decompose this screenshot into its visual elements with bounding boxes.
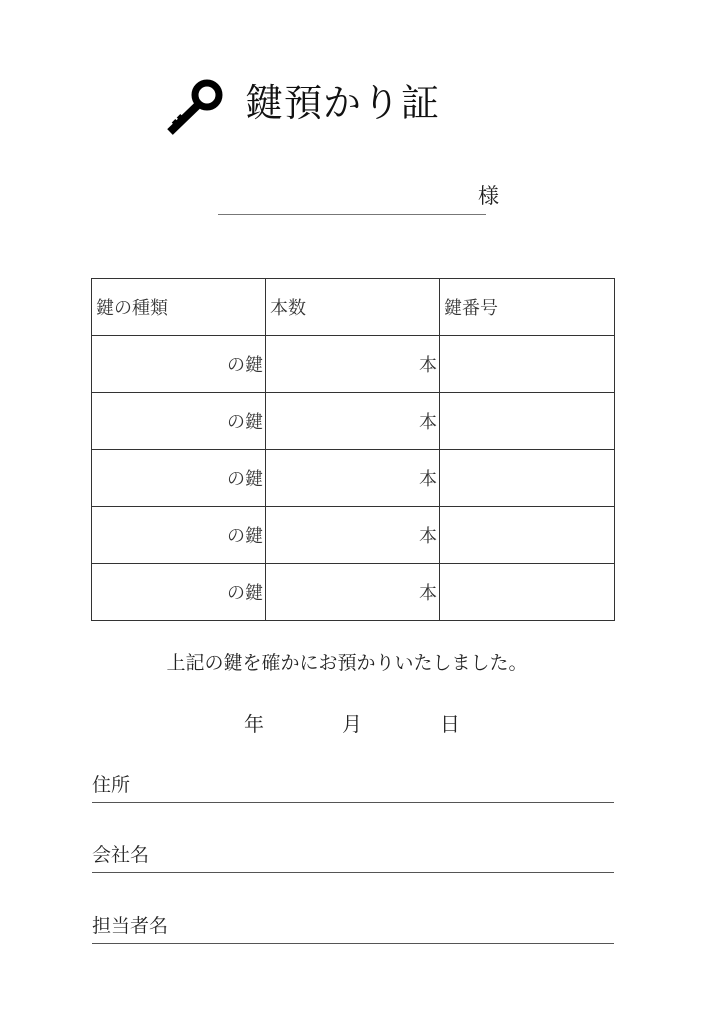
key-table bbox=[91, 278, 615, 621]
table-row bbox=[92, 450, 615, 507]
person-in-charge-field[interactable] bbox=[92, 913, 614, 944]
key-type-cell[interactable]: の鍵 bbox=[92, 450, 266, 507]
address-label: 住所 bbox=[92, 774, 131, 796]
address-field[interactable] bbox=[92, 772, 614, 803]
key-number-cell[interactable] bbox=[440, 336, 615, 393]
header-key-type: 鍵の種類 bbox=[92, 279, 266, 336]
table-row bbox=[92, 507, 615, 564]
company-field[interactable] bbox=[92, 842, 614, 873]
count-cell[interactable]: 本 bbox=[266, 393, 440, 450]
table-row bbox=[92, 393, 615, 450]
header-count: 本数 bbox=[266, 279, 440, 336]
key-type-cell[interactable]: の鍵 bbox=[92, 507, 266, 564]
key-number-cell[interactable] bbox=[440, 450, 615, 507]
count-cell[interactable]: 本 bbox=[266, 450, 440, 507]
count-cell[interactable]: 本 bbox=[266, 507, 440, 564]
page-title: 鍵預かり証 bbox=[245, 81, 441, 125]
date-day-label: 日 bbox=[440, 712, 460, 736]
key-type-cell[interactable]: の鍵 bbox=[92, 564, 266, 621]
person-label: 担当者名 bbox=[92, 915, 169, 937]
table-row bbox=[92, 336, 615, 393]
key-number-cell[interactable] bbox=[440, 507, 615, 564]
date-year-label: 年 bbox=[244, 712, 264, 736]
key-number-cell[interactable] bbox=[440, 393, 615, 450]
count-cell[interactable]: 本 bbox=[266, 336, 440, 393]
date-month-label: 月 bbox=[342, 712, 362, 736]
receipt-statement: 上記の鍵を確かにお預かりいたしました。 bbox=[166, 652, 528, 674]
recipient-name-field[interactable] bbox=[218, 214, 486, 215]
key-type-cell[interactable]: の鍵 bbox=[92, 336, 266, 393]
key-icon bbox=[160, 70, 230, 140]
key-type-cell[interactable]: の鍵 bbox=[92, 393, 266, 450]
table-header-row bbox=[92, 279, 615, 336]
recipient-honorific: 様 bbox=[478, 184, 499, 208]
table-row bbox=[92, 564, 615, 621]
count-cell[interactable]: 本 bbox=[266, 564, 440, 621]
header-key-number: 鍵番号 bbox=[440, 279, 615, 336]
key-number-cell[interactable] bbox=[440, 564, 615, 621]
company-label: 会社名 bbox=[92, 844, 150, 866]
